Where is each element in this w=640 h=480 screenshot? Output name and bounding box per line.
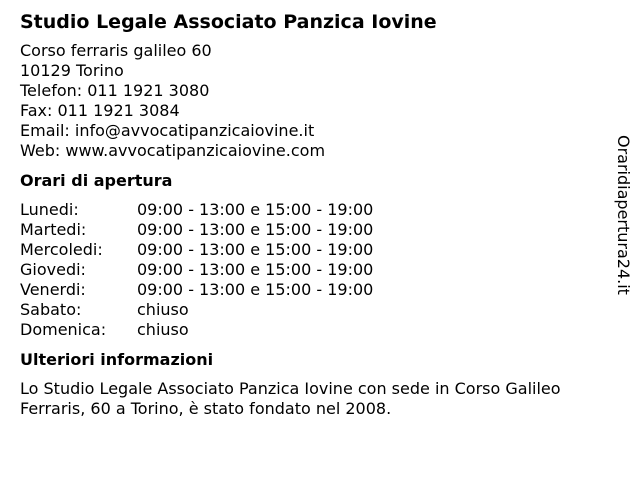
address-city: 10129 Torino xyxy=(20,61,124,80)
brand-watermark xyxy=(612,135,634,310)
day-label: Domenica: xyxy=(20,320,107,339)
day-label: Venerdi: xyxy=(20,280,86,299)
day-label: Martedi: xyxy=(20,220,87,239)
time-value: 09:00 - 13:00 e 15:00 - 19:00 xyxy=(137,200,374,219)
phone-line: Telefon: 011 1921 3080 xyxy=(20,81,210,100)
fax-line: Fax: 011 1921 3084 xyxy=(20,101,180,120)
hours-row xyxy=(20,280,610,300)
hours-row xyxy=(20,320,610,340)
email-line[interactable]: Email: info@avvocatipanzicaiovine.it xyxy=(20,121,315,140)
time-value: 09:00 - 13:00 e 15:00 - 19:00 xyxy=(137,220,374,239)
web-line[interactable]: Web: www.avvocatipanzicaiovine.com xyxy=(20,141,326,160)
time-value: chiuso xyxy=(137,300,189,319)
day-label: Sabato: xyxy=(20,300,82,319)
address-street: Corso ferraris galileo 60 xyxy=(20,41,212,60)
time-value: 09:00 - 13:00 e 15:00 - 19:00 xyxy=(137,260,374,279)
hours-row xyxy=(20,260,610,280)
business-name: Studio Legale Associato Panzica Iovine xyxy=(20,11,437,33)
time-value: 09:00 - 13:00 e 15:00 - 19:00 xyxy=(137,240,374,259)
info-heading: Ulteriori informazioni xyxy=(20,350,214,369)
hours-row xyxy=(20,220,610,240)
hours-row xyxy=(20,200,610,220)
business-card xyxy=(20,10,610,419)
time-value: chiuso xyxy=(137,320,189,339)
contact-block xyxy=(20,41,610,161)
day-label: Giovedi: xyxy=(20,260,86,279)
hours-table xyxy=(20,200,610,340)
brand-text: Oraridiapertura24.it xyxy=(614,135,633,295)
info-paragraph: Lo Studio Legale Associato Panzica Iovine con sede in Corso Galileo Ferraris, 60 a Torino, è stato fondato nel 2008. xyxy=(20,379,561,418)
hours-row xyxy=(20,300,610,320)
day-label: Lunedi: xyxy=(20,200,79,219)
hours-heading: Orari di apertura xyxy=(20,171,173,190)
time-value: 09:00 - 13:00 e 15:00 - 19:00 xyxy=(137,280,374,299)
day-label: Mercoledi: xyxy=(20,240,103,259)
hours-row xyxy=(20,240,610,260)
